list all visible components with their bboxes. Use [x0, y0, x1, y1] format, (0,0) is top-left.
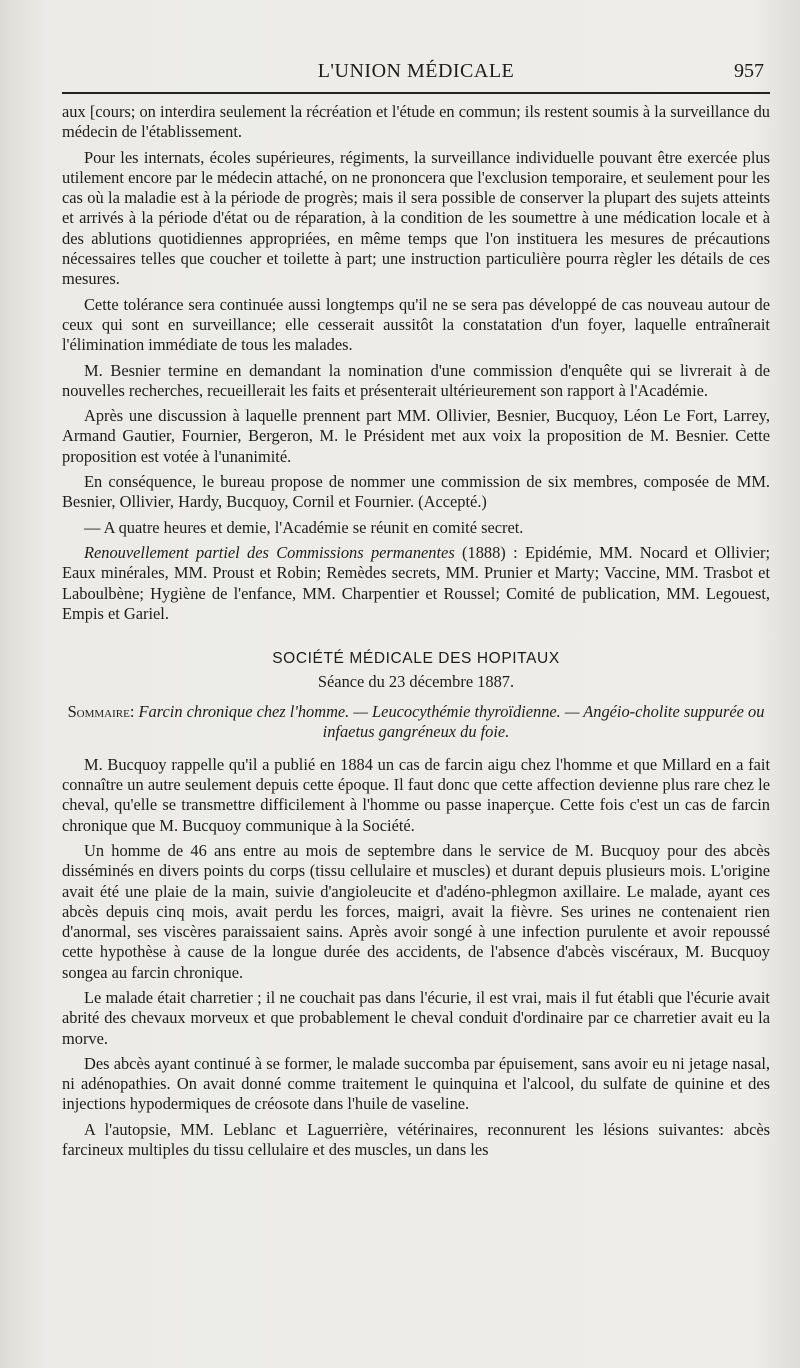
- paragraph: Un homme de 46 ans entre au mois de septembre dans le service de M. Bucquoy pour des abcès disséminés en divers points du corps (tissu cellulaire et muscles) et durant depuis plusieurs mois. L'origine avait été une plaie de la main, suivie d'angioleucite et d'adéno-phlegmon axillaire. Le malade, ayant ces abcès depuis cinq mois, avait perdu les forces, maigri, avait la fièvre. Ses urines ne contenaient rien d'anormal, ses viscères paraissaient sains. Après avoir songé à une infection purulente et avoir repoussé cette hypothèse à cause de la longue durée des accidents, de l'absence d'abcès viscéraux, M. Bucquoy songea au farcin chronique.: [62, 840, 770, 982]
- summary: [62, 702, 770, 743]
- paragraph: Pour les internats, écoles supérieures, régiments, la surveillance individuelle pouvant être exercée plus utilement encore par le médecin attaché, on ne prononcera que l'exclusion temporaire, et seulement pour les cas où la maladie est à la période de progrès; mais il sera possible de conserver la plupart des sujets atteints et arrivés à la période d'état ou de réparation, à la condition de les soumettre à une médication locale et à des ablutions quotidiennes appropriées, en même temps que l'on instituera les mesures de précautions nécessaires telles que coucher et toilette à part; une instruction particulière pourra règler les détails de ces mesures.: [62, 147, 770, 289]
- page-number: 957: [734, 60, 764, 82]
- summary-items: Farcin chronique chez l'homme. — Leucocythémie thyroïdienne. — Angéio-cholite suppurée ou infaetus gangréneux du foie.: [138, 702, 765, 742]
- session-date: Séance du 23 décembre 1887.: [317, 672, 515, 692]
- header-rule: [62, 92, 770, 94]
- renewal-lead: Renouvellement partiel des Commissions permanentes: [84, 542, 455, 562]
- renewal-paragraph: [62, 543, 770, 624]
- page-header: [62, 58, 770, 92]
- paragraph: M. Bucquoy rappelle qu'il a publié en 1884 un cas de farcin aigu chez l'homme et que Millard en a fait connaître un autre seulement depuis cette époque. Il faut donc que cette affection devienne plus rare chez le cheval, qu'elle se transmettre difficilement à l'homme ou passe inaperçue. Cette fois c'est un cas de farcin chronique que M. Bucquoy communique à la Société.: [62, 754, 770, 835]
- paragraph: Après une discussion à laquelle prennent part MM. Ollivier, Besnier, Bucquoy, Léon Le Fort, Larrey, Armand Gautier, Fournier, Bergeron, M. le Président met aux voix la proposition de M. Besnier. Cette proposition est votée à l'unanimité.: [62, 406, 770, 466]
- paragraph: M. Besnier termine en demandant la nomination d'une commission d'enquête qui se livrerait à de nouvelles recherches, recueillerait les faits et présenterait ultérieurement son rapport à l'Académie.: [62, 360, 770, 400]
- running-title: L'UNION MÉDICALE: [317, 60, 515, 82]
- paragraph: Des abcès ayant continué à se former, le malade succomba par épuisement, sans avoir eu ni jetage nasal, ni adénopathies. On avait donné comme traitement le quinquina et l'alcool, du sulfate de quinine et des injections hypodermiques de créosote dans l'huile de vaseline.: [62, 1053, 770, 1114]
- paragraph: aux [cours; on interdira seulement la récréation et l'étude en commun; ils restent soumis à la surveillance du médecin de l'établissement.: [62, 102, 770, 142]
- summary-colon: :: [129, 702, 139, 722]
- paragraph: Le malade était charretier ; il ne couchait pas dans l'écurie, il est vrai, mais il fut établi que l'écurie avait abrité des chevaux morveux et que probablement le cheval conduit d'ordinaire par ce charretier avait eu la morve.: [62, 987, 770, 1048]
- renewal-text: (1888) : Epidémie, MM. Nocard et Ollivier; Eaux minérales, MM. Proust et Robin; Remèdes secrets, MM. Prunier et Marty; Vaccine, MM. Trasbot et Laboulbène; Hygiène de l'enfance, MM. Charpentier et Roussel; Comité de publication, MM. Legouest, Empis et Gariel.: [62, 542, 770, 623]
- paragraph: En conséquence, le bureau propose de nommer une commission de six membres, composée de MM. Besnier, Ollivier, Hardy, Bucquoy, Cornil et Fournier. (Accepté.): [62, 472, 770, 512]
- summary-label: Sommaire: [67, 702, 130, 722]
- paragraph: — A quatre heures et demie, l'Académie se réunit en comité secret.: [84, 517, 524, 537]
- section-title: SOCIÉTÉ MÉDICALE DES HOPITAUX: [272, 650, 560, 668]
- paragraph: Cette tolérance sera continuée aussi longtemps qu'il ne se sera pas développé de cas nouveau autour de ceux qui sont en surveillance; elle cesserait aussitôt la constatation d'un foyer, laquelle entraînerait l'élimination immédiate de tous les malades.: [62, 294, 770, 355]
- paragraph: A l'autopsie, MM. Leblanc et Laguerrière, vétérinaires, reconnurent les lésions suivantes: abcès farcineux multiples du tissu cellulaire et des muscles, un dans les: [62, 1119, 770, 1160]
